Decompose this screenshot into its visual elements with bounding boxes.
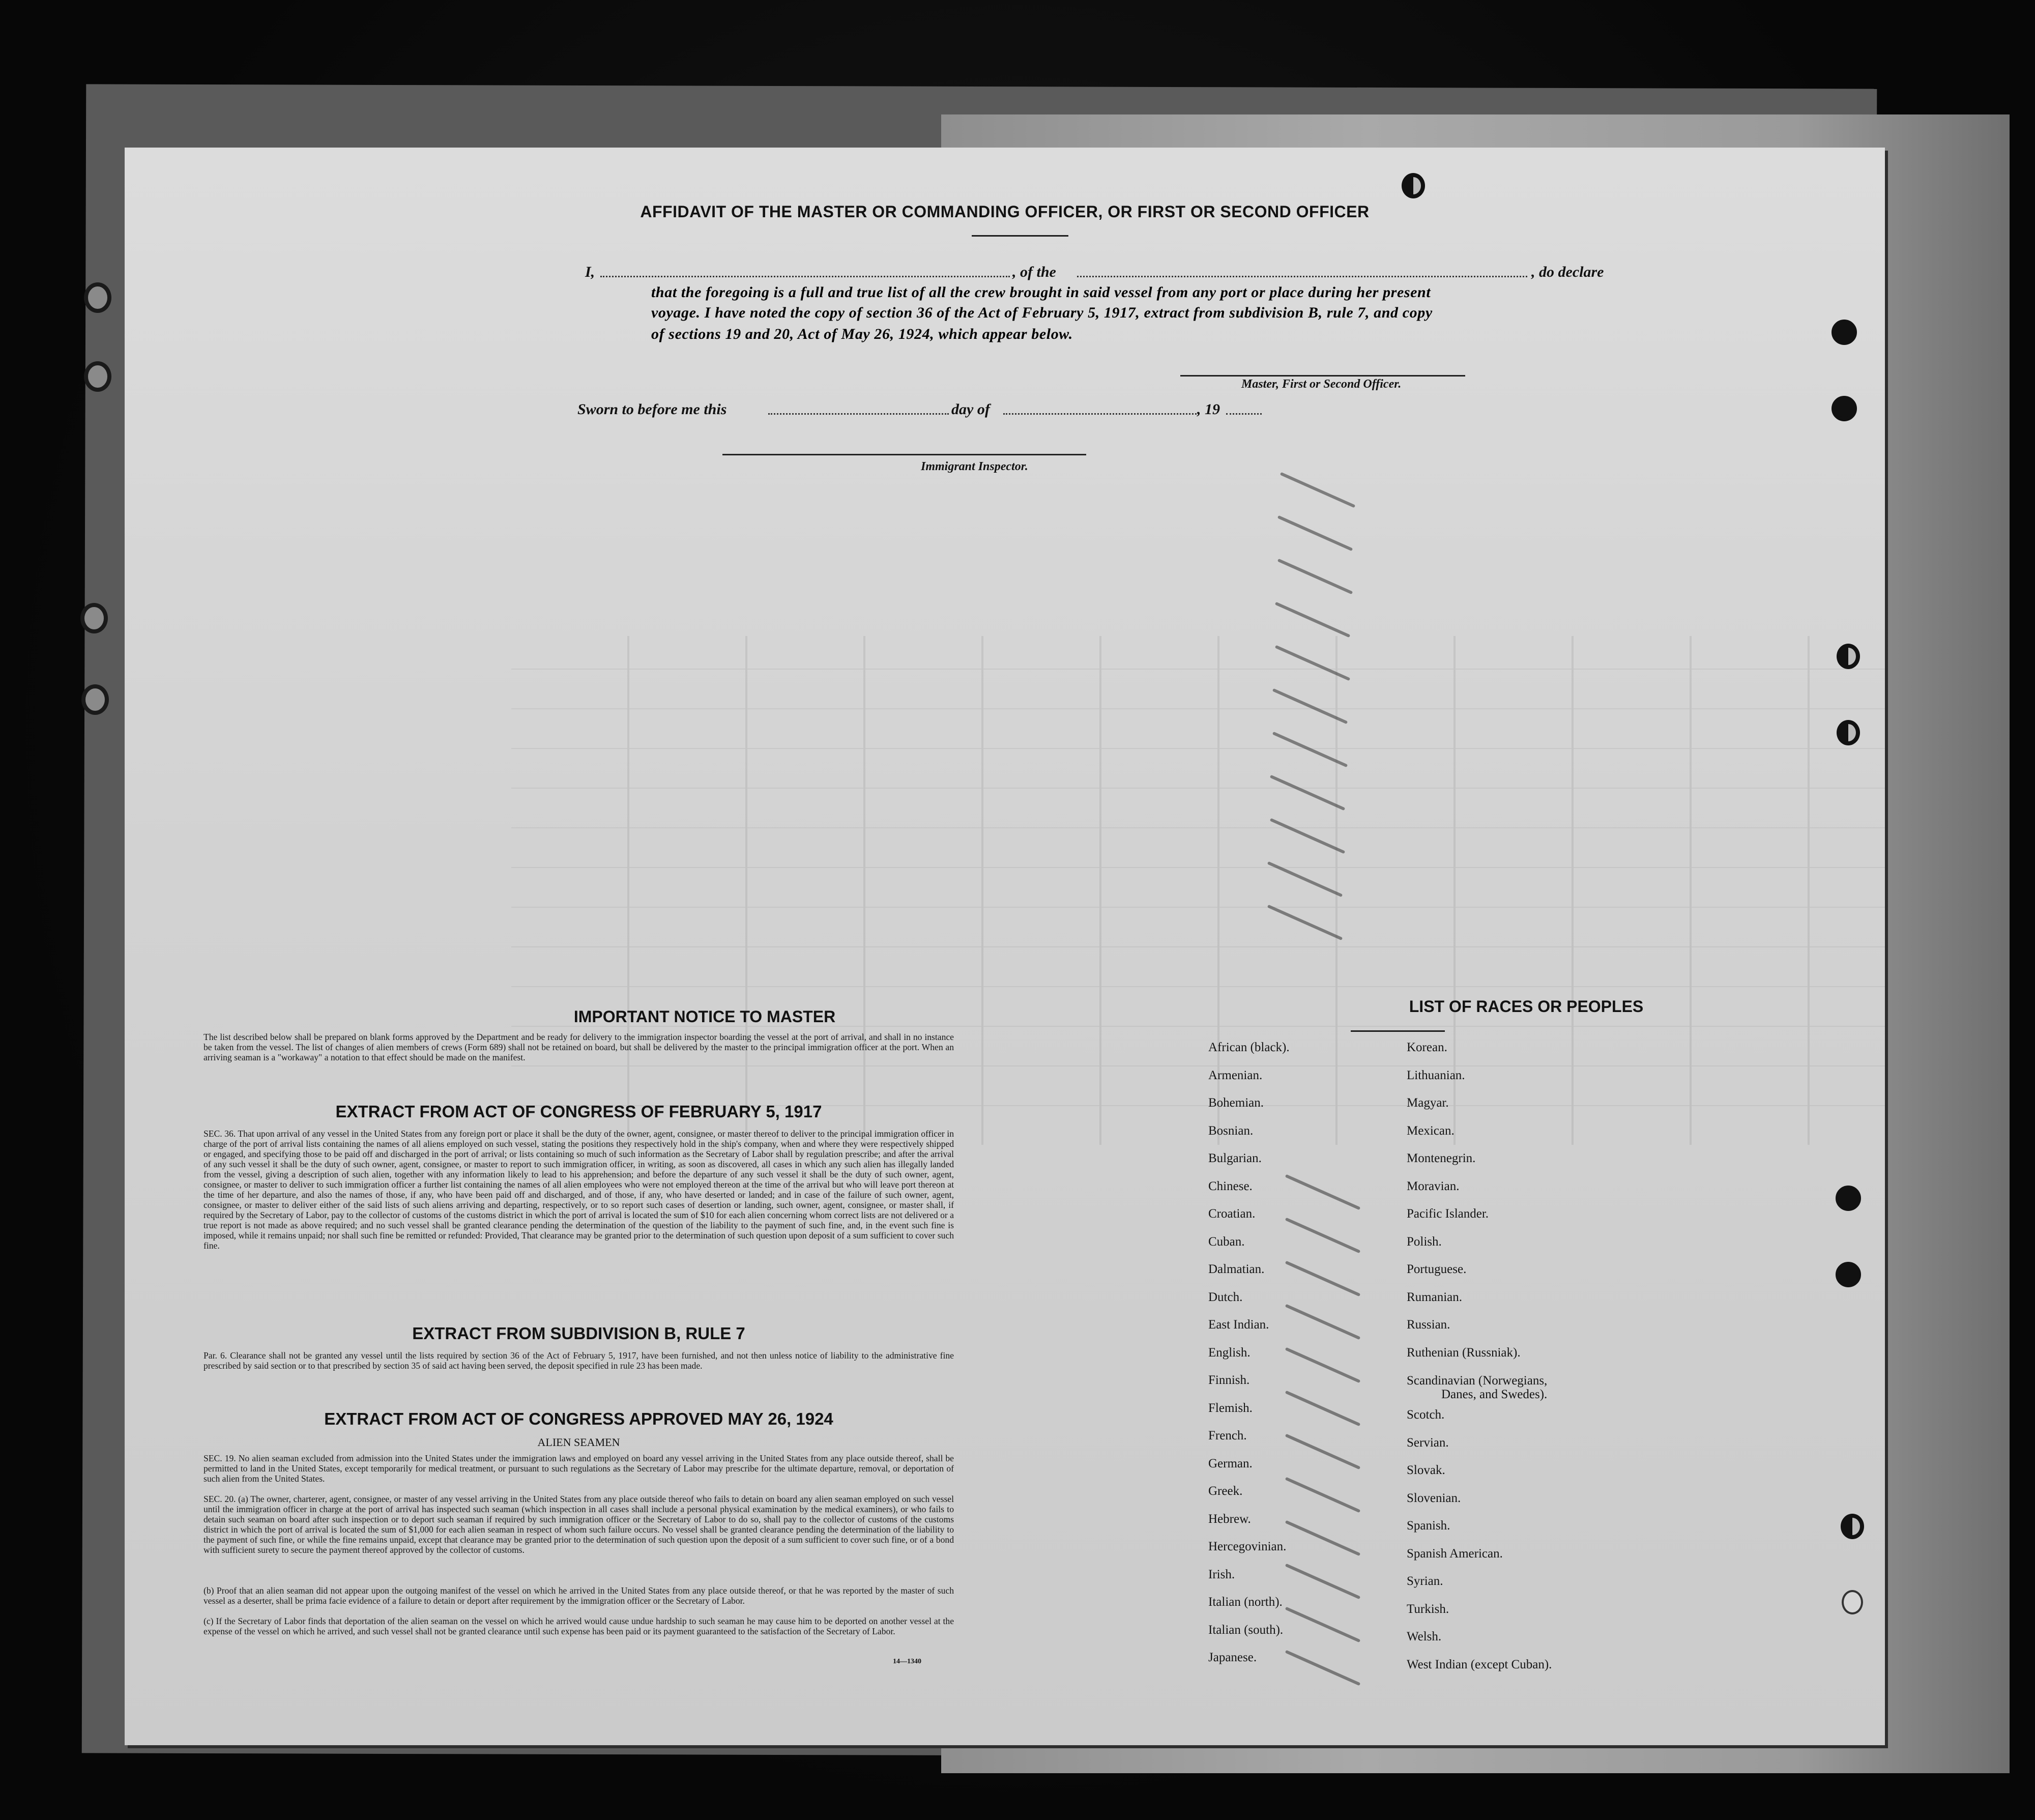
affidavit-text-line: of sections 19 and 20, Act of May 26, 1924, which appear below. <box>651 326 1073 342</box>
title-underline <box>972 235 1068 237</box>
master-signature-line[interactable] <box>1180 375 1465 377</box>
race-item: Hebrew. <box>1208 1512 1251 1526</box>
vessel-name-field[interactable] <box>1077 276 1527 277</box>
tally-stroke <box>1277 559 1353 595</box>
race-item: Bosnian. <box>1208 1123 1254 1138</box>
race-item: Turkish. <box>1407 1602 1449 1616</box>
year-label: , 19 <box>1197 401 1220 418</box>
race-item: Scandinavian (Norwegians, <box>1407 1374 1548 1388</box>
binder-hole <box>1836 1262 1861 1287</box>
affidavit-i-label: I, <box>585 264 595 280</box>
race-item: Cuban. <box>1208 1234 1245 1249</box>
inspector-caption: Immigrant Inspector. <box>921 460 1028 473</box>
tally-stroke <box>1285 1477 1361 1513</box>
race-item: African (black). <box>1208 1041 1290 1054</box>
binder-hole <box>84 282 111 313</box>
races-title-underline <box>1351 1030 1445 1032</box>
binder-hole <box>1832 396 1857 421</box>
form-page <box>125 148 1885 1745</box>
alien-seamen-subtitle: ALIEN SEAMEN <box>537 1436 620 1449</box>
race-item: Spanish. <box>1407 1519 1450 1533</box>
affidavit-title: AFFIDAVIT OF THE MASTER OR COMMANDING OFFICER, OR FIRST OR SECOND OFFICER <box>640 203 1370 221</box>
sworn-label: Sworn to before me this <box>577 401 727 418</box>
tally-stroke <box>1285 1520 1361 1556</box>
tally-stroke <box>1277 515 1353 552</box>
bleed-through-grid <box>511 636 1885 1145</box>
notice-body: The list described below shall be prepared on blank forms approved by the Department and be ready for delivery to the immigration inspector boarding the vessel at the port of arrival, and shall in no instance be taken from the vessel. The list of changes of alien members of crews (Form 689) shall not be retained on board, but shall be delivered by the master to the principal immigration officer at the port. When an arriving seaman is a "workaway" a notation to that effect should be made on the manifest. <box>204 1032 954 1062</box>
sec20b-body: (b) Proof that an alien seaman did not appear upon the outgoing manifest of the vessel on which he arrived in the United States from any place outside thereof, or that he was reported by the master of such vessel as a deserter, shall be prima facie evidence of a failure to detain or deport after requirement by the immigration officer or the Secretary of Labor. <box>204 1585 954 1606</box>
race-item: Pacific Islander. <box>1407 1207 1489 1221</box>
affidavit-declare-label: , do declare <box>1531 264 1604 280</box>
race-item: English. <box>1208 1345 1251 1360</box>
binder-hole <box>1837 720 1860 745</box>
race-item: Chinese. <box>1208 1179 1253 1193</box>
race-item: Spanish American. <box>1407 1546 1503 1561</box>
race-item: Slovak. <box>1407 1463 1445 1477</box>
race-item: Polish. <box>1407 1234 1442 1249</box>
officer-name-field[interactable] <box>600 276 1010 277</box>
master-signature-caption: Master, First or Second Officer. <box>1241 378 1402 391</box>
tally-stroke <box>1285 1564 1361 1600</box>
races-right-column <box>1407 1034 1552 1679</box>
race-item: Danes, and Swedes). <box>1441 1388 1548 1401</box>
race-item: Lithuanian. <box>1407 1068 1465 1082</box>
tally-stroke <box>1285 1304 1361 1340</box>
tally-stroke <box>1280 472 1356 508</box>
race-item: Rumanian. <box>1407 1290 1463 1304</box>
affidavit-text-line: voyage. I have noted the copy of section 36 of the Act of February 5, 1917, extract from subdivision B, rule 7, and copy <box>651 304 1433 321</box>
tally-stroke <box>1285 1347 1361 1383</box>
race-item: German. <box>1208 1456 1253 1470</box>
sec20c-body: (c) If the Secretary of Labor finds that deportation of the alien seaman on the vessel on which he arrived would cause undue hardship to such seaman he may cause him to be deported on another vessel at the expense of the vessel on which he arrived, and such vessel shall not be granted clearance until such expense has been paid or its payment guaranteed to the satisfaction of the Secretary of Labor. <box>204 1616 954 1636</box>
races-title: LIST OF RACES OR PEOPLES <box>1409 997 1644 1016</box>
race-item: Italian (north). <box>1208 1595 1283 1609</box>
race-item: Greek. <box>1208 1484 1243 1498</box>
binder-hole <box>1842 1590 1863 1614</box>
races-left-column <box>1208 1034 1290 1672</box>
race-item: Scotch. <box>1407 1408 1445 1422</box>
race-item: French. <box>1208 1429 1247 1442</box>
race-item: Portuguese. <box>1407 1262 1467 1276</box>
race-item: Welsh. <box>1407 1630 1442 1643</box>
race-item: Bohemian. <box>1208 1096 1264 1110</box>
race-item: Ruthenian (Russniak). <box>1407 1345 1521 1360</box>
race-item: Dutch. <box>1208 1290 1243 1304</box>
race-item: Hercegovinian. <box>1208 1540 1287 1553</box>
race-item: Irish. <box>1208 1567 1235 1581</box>
binder-hole <box>1836 1186 1861 1211</box>
tally-stroke <box>1275 602 1351 638</box>
race-item: Bulgarian. <box>1208 1151 1262 1165</box>
affidavit-text-line: that the foregoing is a full and true list of all the crew brought in said vessel from any port or place during her present <box>651 284 1431 301</box>
inspector-signature-line[interactable] <box>722 454 1086 455</box>
binder-hole <box>81 684 109 715</box>
race-item: East Indian. <box>1208 1318 1269 1332</box>
binder-hole <box>1841 1514 1864 1539</box>
tally-stroke <box>1285 1391 1361 1427</box>
race-item: West Indian (except Cuban). <box>1407 1657 1552 1671</box>
notice-title: IMPORTANT NOTICE TO MASTER <box>573 1007 836 1026</box>
sec19-body: SEC. 19. No alien seaman excluded from admission into the United States under the immigration laws and employed on board any vessel arriving in the United States from any place outside thereof, shall be permitted to land in the United States, except temporarily for medical treatment, or pursuant to such regulations as the Secretary of Labor may prescribe for the ultimate departure, removal, or deportation of such alien from the United States. <box>204 1453 954 1484</box>
extract-1924-title: EXTRACT FROM ACT OF CONGRESS APPROVED MAY 26, 1924 <box>324 1409 833 1428</box>
race-item: Flemish. <box>1208 1401 1253 1415</box>
race-item: Armenian. <box>1208 1068 1263 1082</box>
race-item: Magyar. <box>1407 1096 1449 1110</box>
race-item: Korean. <box>1407 1041 1447 1054</box>
race-item: Mexican. <box>1407 1123 1455 1138</box>
form-number: 14—1340 <box>893 1658 921 1665</box>
tally-stroke <box>1285 1650 1361 1686</box>
race-item: Japanese. <box>1208 1651 1257 1664</box>
extract-1917-body: SEC. 36. That upon arrival of any vessel in the United States from any foreign port or place it shall be the duty of the owner, agent, consignee, or master thereof to deliver to the principal immigration officer in charge of the port of arrival lists containing the names of all aliens employed on such vessel, stating the positions they respectively hold in the ship's company, when and where they were respectively shipped or engaged, and specifying those to be paid off and discharged in the port of arrival; or lists containing so much of such information as the Secretary of Labor shall by regulation prescribe; and after the arrival of any such vessel it shall be the duty of such owner, agent, consignee, or master to report to such immigration officer, in writing, as soon as discovered, all cases in which any such alien has illegally landed from the vessel, giving a description of such alien, together with any information likely to lead to his apprehension; and before the departure of any such vessel it shall be the duty of such owner, agent, consignee, or master to deliver to such immigration officer a further list containing the names of all alien employees who were not employed thereon at the time of the arrival but who will leave port thereon at the time of her departure, and also the names of those, if any, who have been paid off and discharged, and of those, if any, who have deserted or landed; and in case of the failure of such owner, agent, consignee, or master to deliver either of the said lists of such aliens arriving and departing, respectively, or to so report such cases of desertion or landing, such owner, agent, consignee, or master shall, if required by the Secretary of Labor, pay to the collector of customs of the customs district in which the port of arrival is located the sum of $10 for each alien concerning whom correct lists are not delivered or a true report is not made as above required; and no such vessel shall be granted clearance pending the determination of the question of the liability to the payment of such fine, and, in the event such fine is imposed, while it remains unpaid; nor shall such fine be remitted or refunded: Provided, That clearance may be granted prior to the determination of such question upon deposit of a sum sufficient to cover such fine. <box>204 1129 954 1251</box>
race-item: Montenegrin. <box>1407 1151 1476 1165</box>
race-item: Dalmatian. <box>1208 1262 1265 1276</box>
sec20a-body: SEC. 20. (a) The owner, charterer, agent, consignee, or master of any vessel arriving in the United States from any place outside thereof who fails to detain on board any alien seaman employed on such vessel until the immigration officer in charge at the port of arrival has inspected such seaman (which inspection in all cases shall include a personal physical examination by the medical examiners), or who fails to detain such seaman on board after such inspection or to deport such seaman if required by such immigration officer or the Secretary of Labor to do so, shall pay to the collector of customs of the customs district in which the port of arrival is located the sum of $1,000 for each alien seaman in respect of whom such failure occurs. No vessel shall be granted clearance pending the determination of the liability to the payment of such fine, or while the fine remains unpaid, except that clearance may be granted prior to the determination of such question upon the deposit of a sum sufficient to cover such fine, or of a bond with sufficient surety to secure the payment thereof approved by the collector of customs. <box>204 1494 954 1555</box>
extract-rule7-title: EXTRACT FROM SUBDIVISION B, RULE 7 <box>412 1324 745 1343</box>
tally-stroke <box>1285 1607 1361 1643</box>
race-item: Finnish. <box>1208 1373 1250 1387</box>
day-of-label: day of <box>951 401 990 418</box>
binder-hole <box>1832 320 1857 345</box>
race-item: Croatian. <box>1208 1207 1256 1221</box>
tally-stroke <box>1285 1434 1361 1470</box>
race-item: Syrian. <box>1407 1574 1443 1588</box>
binder-hole <box>84 361 111 392</box>
affidavit-of-the-label: , of the <box>1012 264 1056 280</box>
sworn-year-field[interactable] <box>1226 413 1262 415</box>
extract-rule7-body: Par. 6. Clearance shall not be granted any vessel until the lists required by section 36 of the Act of February 5, 1917, have been furnished, and not then unless notice of liability to the administrative fine prescribed by said section or to that prescribed by section 35 of said act having been served, the deposit specified in rule 23 has been made. <box>204 1350 954 1371</box>
extract-1917-title: EXTRACT FROM ACT OF CONGRESS OF FEBRUARY 5, 1917 <box>335 1102 822 1121</box>
tally-stroke <box>1285 1261 1361 1297</box>
race-item: Moravian. <box>1407 1179 1460 1193</box>
binder-hole <box>1837 644 1860 669</box>
tally-stroke <box>1285 1218 1361 1254</box>
tally-stroke <box>1285 1174 1361 1210</box>
race-item: Italian (south). <box>1208 1623 1284 1637</box>
race-item: Slovenian. <box>1407 1491 1461 1505</box>
binder-hole <box>80 603 108 633</box>
race-item: Russian. <box>1407 1318 1450 1332</box>
sworn-day-field[interactable] <box>768 413 949 415</box>
race-item: Servian. <box>1407 1435 1449 1450</box>
sworn-month-field[interactable] <box>1003 413 1197 415</box>
binder-hole <box>1402 173 1425 198</box>
